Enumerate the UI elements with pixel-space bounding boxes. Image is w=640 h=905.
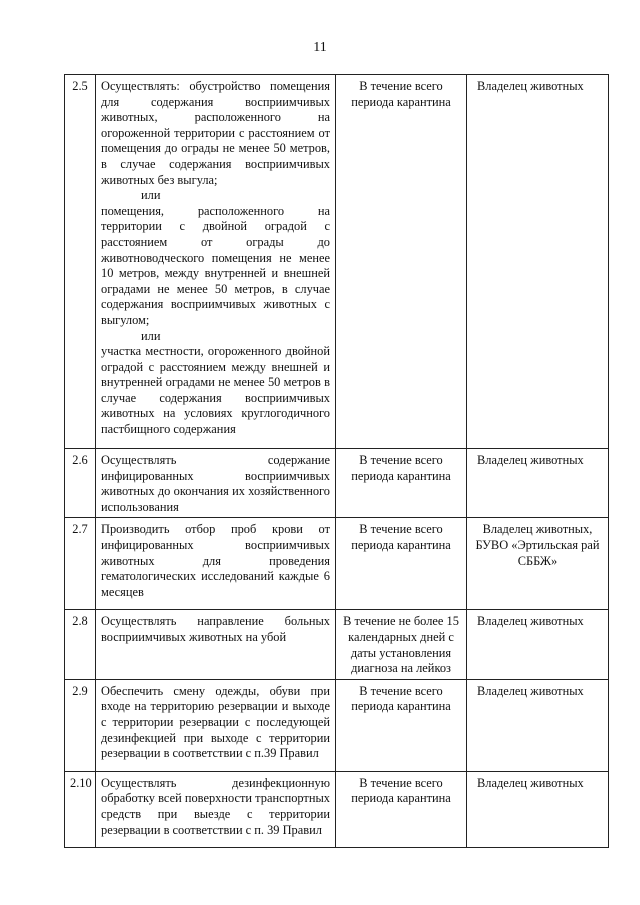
row-number: 2.7 xyxy=(65,518,96,610)
row-number: 2.10 xyxy=(65,771,96,847)
row-number: 2.8 xyxy=(65,610,96,679)
page-number: 11 xyxy=(313,40,327,55)
table-row xyxy=(65,518,609,610)
responsible-cell: Владелец животных xyxy=(467,75,609,449)
row-number: 2.6 xyxy=(65,449,96,518)
term-cell: В течение всего периода карантина xyxy=(336,518,467,610)
table-row xyxy=(65,679,609,771)
term-cell: В течение всего периода карантина xyxy=(336,679,467,771)
responsible-cell: Владелец животных xyxy=(467,771,609,847)
responsible-cell: Владелец животных xyxy=(467,610,609,679)
action-cell: Осуществлять содержание инфицированных восприимчивых животных до окончания их хозяйственного использования xyxy=(96,449,336,518)
action-paragraph: участка местности, огороженного двойной оградой с расстоянием между внешней и внутренней оградами не менее 50 метров в случае содержания восприимчивых животных на условиях круглогодичного пастбищного содержания xyxy=(101,344,330,437)
action-cell: Обеспечить смену одежды, обуви при входе на территорию резервации и выходе с территории резервации с последующей дезинфекцией при выходе с территории резервации в соответствии с п.39 Правил xyxy=(96,679,336,771)
action-cell: Осуществлять направление больных восприимчивых животных на убой xyxy=(96,610,336,679)
action-paragraph: Осуществлять: обустройство помещения для содержания восприимчивых животных, расположенного на огороженной территории с расстоянием от помещения до ограды не менее 50 метров, в случае содержания восприимчивых животных без выгула; xyxy=(101,79,330,187)
term-cell: В течение всего периода карантина xyxy=(336,771,467,847)
responsible-cell: Владелец животных, БУВО «Эртильская рай СББЖ» xyxy=(467,518,609,610)
table-row xyxy=(65,449,609,518)
table-row xyxy=(65,771,609,847)
action-cell: Производить отбор проб крови от инфицированных восприимчивых животных для проведения гематологических исследований каждые 6 месяцев xyxy=(96,518,336,610)
action-cell: Осуществлять дезинфекционную обработку всей поверхности транспортных средств при выезде с территории резервации в соответствии с п. 39 Правил xyxy=(96,771,336,847)
term-cell: В течение всего периода карантина xyxy=(336,75,467,449)
measures-table xyxy=(64,74,609,848)
term-cell: В течение всего периода карантина xyxy=(336,449,467,518)
term-cell: В течение не более 15 календарных дней с даты установления диагноза на лейкоз xyxy=(336,610,467,679)
table-row xyxy=(65,610,609,679)
action-paragraph: помещения, расположенного на территории с двойной оградой с расстоянием от ограды до животноводческого помещения не менее 10 метров, между внутренней и внешней оградами не менее 50 метров, в случае содержания восприимчивых животных с выгулом; xyxy=(101,203,330,327)
table-row xyxy=(65,75,609,449)
responsible-cell: Владелец животных xyxy=(467,449,609,518)
or-separator: или xyxy=(141,328,161,343)
or-separator: или xyxy=(141,188,161,203)
action-cell xyxy=(96,75,336,449)
row-number: 2.9 xyxy=(65,679,96,771)
responsible-cell: Владелец животных xyxy=(467,679,609,771)
row-number: 2.5 xyxy=(65,75,96,449)
